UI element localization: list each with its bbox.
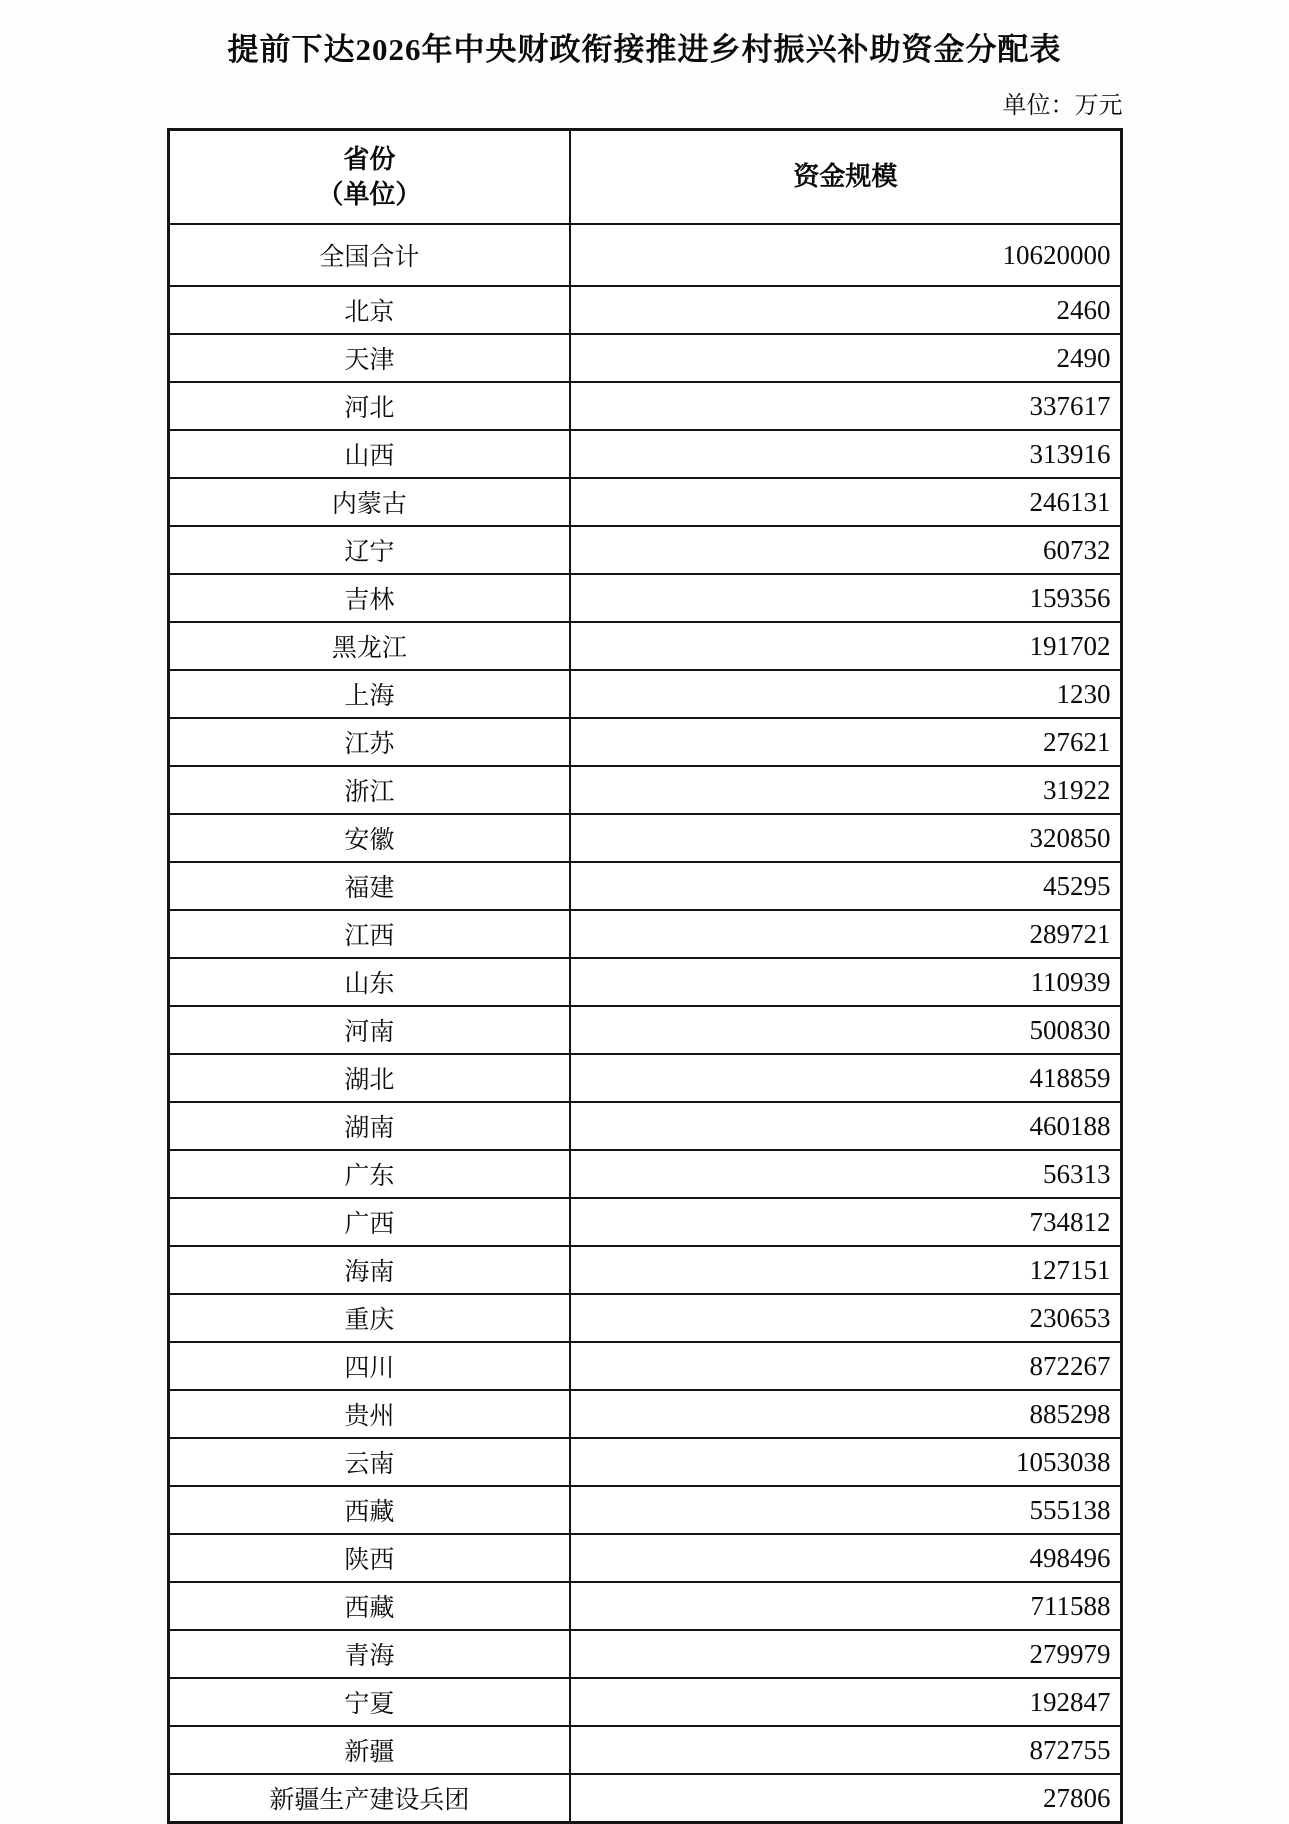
amount-cell: 159356 (570, 574, 1121, 622)
amount-cell: 246131 (570, 478, 1121, 526)
table-row (168, 718, 1121, 766)
amount-cell: 2460 (570, 286, 1121, 334)
table-row (168, 1246, 1121, 1294)
amount-cell: 27621 (570, 718, 1121, 766)
amount-cell: 872755 (570, 1726, 1121, 1774)
table-row (168, 224, 1121, 286)
table-body (168, 224, 1121, 1823)
province-cell: 广东 (168, 1150, 570, 1198)
amount-cell: 110939 (570, 958, 1121, 1006)
amount-cell: 320850 (570, 814, 1121, 862)
table-row (168, 958, 1121, 1006)
table-row (168, 1054, 1121, 1102)
amount-cell: 60732 (570, 526, 1121, 574)
amount-cell: 10620000 (570, 224, 1121, 286)
amount-cell: 45295 (570, 862, 1121, 910)
province-cell: 山西 (168, 430, 570, 478)
province-cell: 湖北 (168, 1054, 570, 1102)
fund-allocation-table (167, 128, 1123, 1824)
province-cell: 云南 (168, 1438, 570, 1486)
table-row (168, 478, 1121, 526)
table-row (168, 1102, 1121, 1150)
table-row (168, 1774, 1121, 1823)
amount-cell: 711588 (570, 1582, 1121, 1630)
amount-cell: 418859 (570, 1054, 1121, 1102)
province-cell: 新疆生产建设兵团 (168, 1774, 570, 1823)
amount-cell: 279979 (570, 1630, 1121, 1678)
province-cell: 新疆 (168, 1726, 570, 1774)
amount-cell: 127151 (570, 1246, 1121, 1294)
amount-cell: 337617 (570, 382, 1121, 430)
province-cell: 陕西 (168, 1534, 570, 1582)
province-cell: 全国合计 (168, 224, 570, 286)
table-row (168, 814, 1121, 862)
table-row (168, 1006, 1121, 1054)
province-cell: 四川 (168, 1342, 570, 1390)
province-cell: 内蒙古 (168, 478, 570, 526)
table-row (168, 1486, 1121, 1534)
province-cell: 湖南 (168, 1102, 570, 1150)
table-row (168, 766, 1121, 814)
table-row (168, 1198, 1121, 1246)
province-cell: 贵州 (168, 1390, 570, 1438)
page-title: 提前下达2026年中央财政衔接推进乡村振兴补助资金分配表 (227, 32, 1062, 67)
table-row (168, 334, 1121, 382)
table-row (168, 1630, 1121, 1678)
amount-cell: 191702 (570, 622, 1121, 670)
province-cell: 青海 (168, 1630, 570, 1678)
province-cell: 浙江 (168, 766, 570, 814)
amount-cell: 313916 (570, 430, 1121, 478)
column-header-province-line1: 省份 (343, 143, 396, 174)
amount-cell: 31922 (570, 766, 1121, 814)
province-cell: 安徽 (168, 814, 570, 862)
province-cell: 辽宁 (168, 526, 570, 574)
column-header-province-line2: （单位） (317, 179, 422, 209)
table-row (168, 1726, 1121, 1774)
amount-cell: 1053038 (570, 1438, 1121, 1486)
province-cell: 河南 (168, 1006, 570, 1054)
amount-cell: 555138 (570, 1486, 1121, 1534)
province-cell: 山东 (168, 958, 570, 1006)
province-cell: 福建 (168, 862, 570, 910)
table-row (168, 1150, 1121, 1198)
table-row (168, 574, 1121, 622)
province-cell: 宁夏 (168, 1678, 570, 1726)
amount-cell: 2490 (570, 334, 1121, 382)
province-cell: 北京 (168, 286, 570, 334)
table-row (168, 382, 1121, 430)
column-header-amount: 资金规模 (570, 130, 1121, 225)
table-row (168, 1534, 1121, 1582)
province-cell: 黑龙江 (168, 622, 570, 670)
amount-cell: 500830 (570, 1006, 1121, 1054)
table-row (168, 1390, 1121, 1438)
amount-cell: 460188 (570, 1102, 1121, 1150)
amount-cell: 1230 (570, 670, 1121, 718)
table-row (168, 1342, 1121, 1390)
province-cell: 西藏 (168, 1582, 570, 1630)
province-cell: 广西 (168, 1198, 570, 1246)
amount-cell: 289721 (570, 910, 1121, 958)
table-row (168, 1294, 1121, 1342)
amount-cell: 498496 (570, 1534, 1121, 1582)
province-cell: 江苏 (168, 718, 570, 766)
amount-cell: 885298 (570, 1390, 1121, 1438)
table-row (168, 670, 1121, 718)
amount-cell: 230653 (570, 1294, 1121, 1342)
amount-cell: 56313 (570, 1150, 1121, 1198)
table-row (168, 430, 1121, 478)
table-row (168, 862, 1121, 910)
table-row (168, 1678, 1121, 1726)
province-cell: 天津 (168, 334, 570, 382)
table-row (168, 1582, 1121, 1630)
amount-cell: 872267 (570, 1342, 1121, 1390)
table-row (168, 622, 1121, 670)
unit-note: 单位：万元 (1002, 93, 1123, 119)
table-row (168, 526, 1121, 574)
amount-cell: 734812 (570, 1198, 1121, 1246)
province-cell: 上海 (168, 670, 570, 718)
province-cell: 海南 (168, 1246, 570, 1294)
province-cell: 西藏 (168, 1486, 570, 1534)
province-cell: 江西 (168, 910, 570, 958)
amount-cell: 192847 (570, 1678, 1121, 1726)
province-cell: 吉林 (168, 574, 570, 622)
table-header-row (168, 130, 1121, 225)
province-cell: 重庆 (168, 1294, 570, 1342)
table-row (168, 1438, 1121, 1486)
table-row (168, 286, 1121, 334)
province-cell: 河北 (168, 382, 570, 430)
table-row (168, 910, 1121, 958)
column-header-province (168, 130, 570, 225)
amount-cell: 27806 (570, 1774, 1121, 1823)
